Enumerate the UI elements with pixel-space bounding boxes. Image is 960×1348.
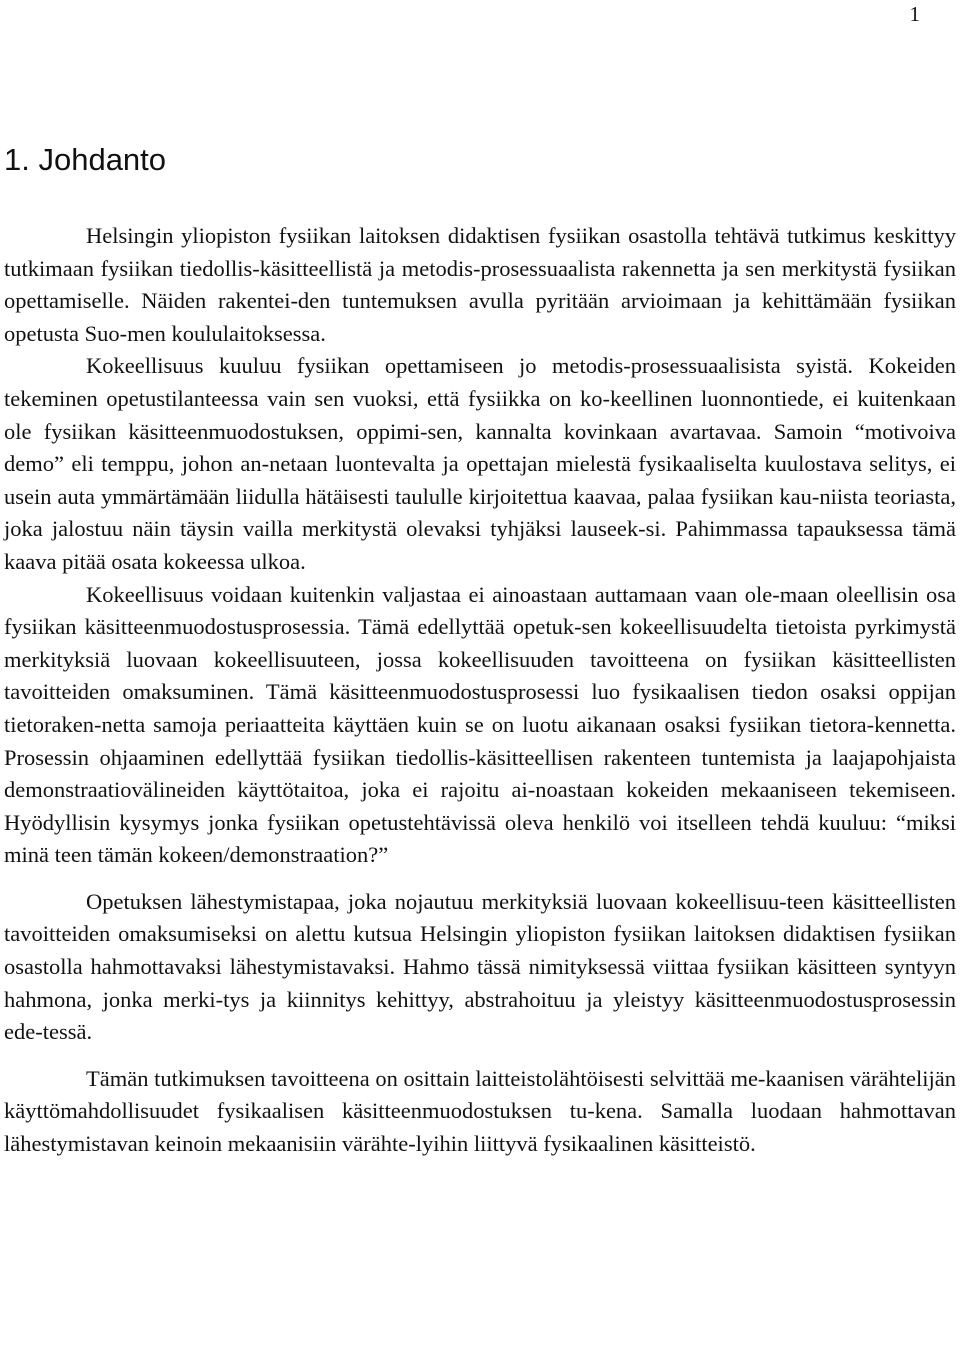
paragraph-experimentation: Kokeellisuus kuuluu fysiikan opettamiseen jo metodis-prosessuaalisista syistä. Kokeiden tekeminen opetustilanteessa vain sen vuoksi, että fysiikka on ko-keellinen luonnontiede, ei kuitenkaan ole fysiikan käsitteenmuodostuksen, oppimi-sen, kannalta kovinkaan avartavaa. Samoin “motivoiva demo” eli temppu, johon an-netaan luontevalta ja opettajan mielestä fysikaaliselta kuulostava selitys, ei usein auta ymmärtämään liidulla hätäisesti taululle kirjoitettua kaavaa, palaa fysiikan kau-niista teoriasta, joka jalostuu näin täysin vailla merkitystä olevaksi tyhjäksi lauseek-si. Pahimmassa tapauksessa tämä kaava pitää osata kokeessa ulkoa. [4,353,956,574]
body-text [4,220,956,1161]
paragraph-intro: Helsingin yliopiston fysiikan laitoksen didaktisen fysiikan osastolla tehtävä tutkimus keskittyy tutkimaan fysiikan tiedollis-käsitteellistä ja metodis-prosessuaalista rakennetta ja sen merkitystä fysiikan opettamiselle. Näiden rakentei-den tuntemuksen avulla pyritään arvioimaan ja kehittämään fysiikan opetusta Suo-men koululaitoksessa. [4,223,956,346]
paragraph-objective: Tämän tutkimuksen tavoitteena on osittain laitteistolähtöisesti selvittää me-kaanisen värähtelijän käyttömahdollisuudet fysikaalisen käsitteenmuodostuksen tu-kena. Samalla luodaan hahmottavan lähestymistavan keinoin mekaanisiin värähte-lyihin liittyvä fysikaalinen käsitteistö. [4,1065,956,1157]
paragraph-approach: Opetuksen lähestymistapaa, joka nojautuu merkityksiä luovaan kokeellisuu-teen käsitteellisten tavoitteiden omaksumiseksi on alettu kutsua Helsingin yliopiston fysiikan laitoksen didaktisen fysiikan osastolla hahmottavaksi lähestymistavaksi. Hahmo tässä nimityksessä viittaa fysiikan käsitteen syntyyn hahmona, jonka merki-tys ja kiinnitys kehittyy, abstrahoituu ja yleistyy käsitteenmuodostusprosessin ede-tessä. [4,888,956,1045]
paragraph-concept-formation: Kokeellisuus voidaan kuitenkin valjastaa ei ainoastaan auttamaan vaan ole-maan oleellisin osa fysiikan käsitteenmuodostusprosessia. Tämä edellyttää opetuk-sen kokeellisuudelta tietoista pyrkimystä merkityksiä luovaan kokeellisuuteen, jossa kokeellisuuden tavoitteena on fysiikan käsitteellisten tavoitteiden omaksuminen. Tämä käsitteenmuodostusprosessi luo fysikaalisen tiedon osaksi oppijan tietoraken-netta samoja periaatteita käyttäen kuin se on luotu aikanaan osaksi fysiikan tietora-kennetta. Prosessin ohjaaminen edellyttää fysiikan tiedollis-käsitteellisen rakenteen tuntemista ja laajapohjaista demonstraatiovälineiden käyttötaitoa, joka ei rajoitu ai-noastaan kokeiden mekaaniseen tekemiseen. Hyödyllisin kysymys jonka fysiikan opetustehtävissä oleva henkilö voi itselleen tehdä kuuluu: “miksi minä teen tämän kokeen/demonstraation?” [4,581,956,868]
section-heading: 1. Johdanto [4,142,167,177]
page-number: 1 [909,2,920,26]
